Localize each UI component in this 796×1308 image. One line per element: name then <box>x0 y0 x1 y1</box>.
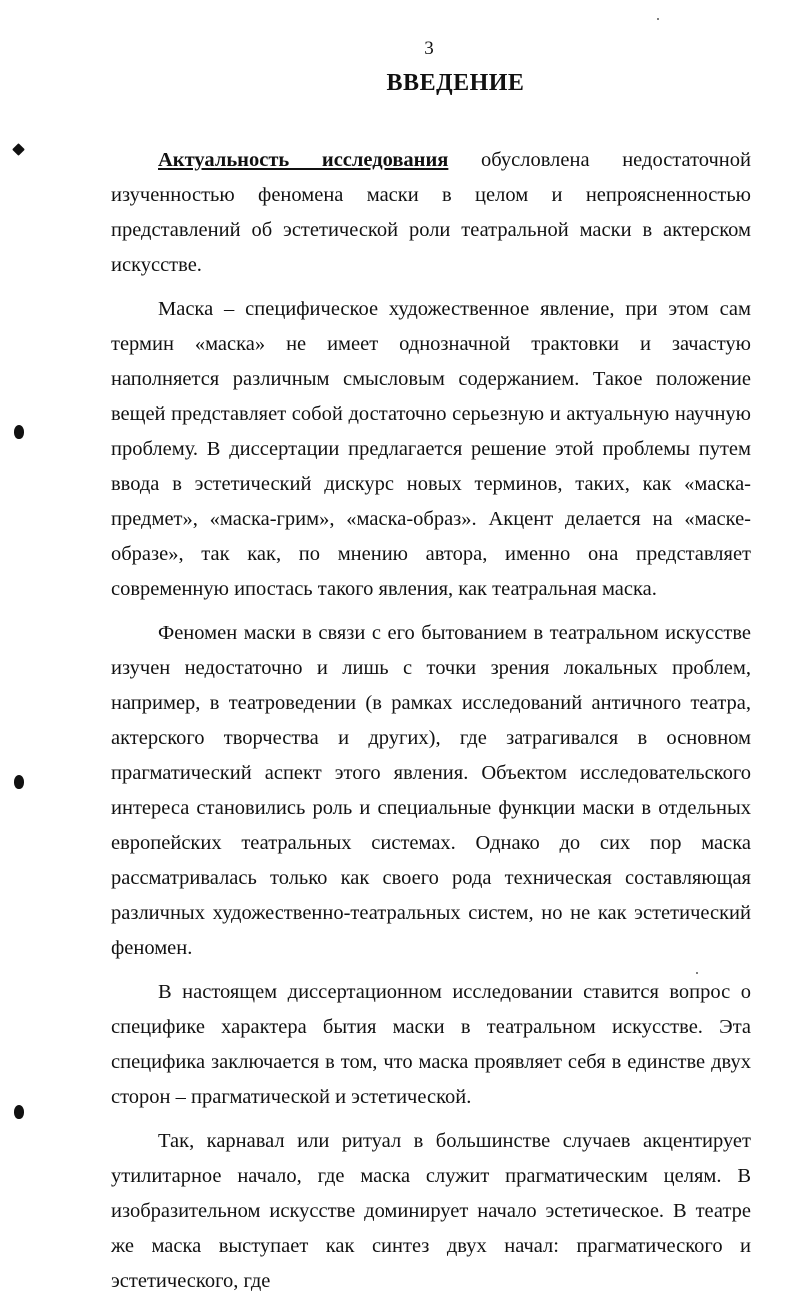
binding-hole-4 <box>14 1105 24 1119</box>
section-lead-underlined: Актуальность исследования <box>158 149 449 171</box>
document-body <box>111 143 751 1308</box>
paragraph-3: Феномен маски в связи с его бытованием в театральном искусстве изучен недостаточно и лишь с точки зрения локальных проблем, например, в театроведении (в рамках исследований античного театра, актерского творчества и других), где затрагивался в основном прагматический аспект этого явления. Объектом исследовательского интереса становились роль и специальные функции маски в отдельных европейских театральных системах. Однако до сих пор маска рассматривалась только как своего рода техническая составляющая различных художественно-театральных систем, но не как эстетический феномен. <box>111 622 751 959</box>
scan-speck-1 <box>657 18 659 20</box>
paragraph-1-text: обусловлена недостаточной изученностью феномена маски в целом и непроясненностью представлений об эстетической роли театральной маски в актерском искусстве. <box>111 149 751 276</box>
page-title: ВВЕДЕНИЕ <box>386 70 525 96</box>
paragraph-1 <box>111 143 751 283</box>
page-number: 3 <box>424 38 434 59</box>
paragraph-2: Маска – специфическое художественное явление, при этом сам термин «маска» не имеет однозначной трактовки и зачастую наполняется различным смысловым содержанием. Такое положение вещей представляет собой достаточно серьезную и актуальную научную проблему. В диссертации предлагается решение этой проблемы путем ввода в эстетический дискурс новых терминов, таких, как «маска-предмет», «маска-грим», «маска-образ». Акцент делается на «маске-образе», так как, по мнению автора, именно она представляет современную ипостась такого явления, как театральная маска. <box>111 298 751 600</box>
binding-hole-2 <box>14 425 24 439</box>
paragraph-5: Так, карнавал или ритуал в большинстве случаев акцентирует утилитарное начало, где маска служит прагматическим целям. В изобразительном искусстве доминирует начало эстетическое. В театре же маска выступает как синтез двух начал: прагматического и эстетического, где <box>111 1130 751 1292</box>
paragraph-4: В настоящем диссертационном исследовании ставится вопрос о специфике характера бытия маски в театральном искусстве. Эта специфика заключается в том, что маска проявляет себя в единстве двух сторон – прагматической и эстетической. <box>111 981 751 1108</box>
binding-hole-3 <box>14 775 24 789</box>
binding-hole-1 <box>12 143 25 156</box>
